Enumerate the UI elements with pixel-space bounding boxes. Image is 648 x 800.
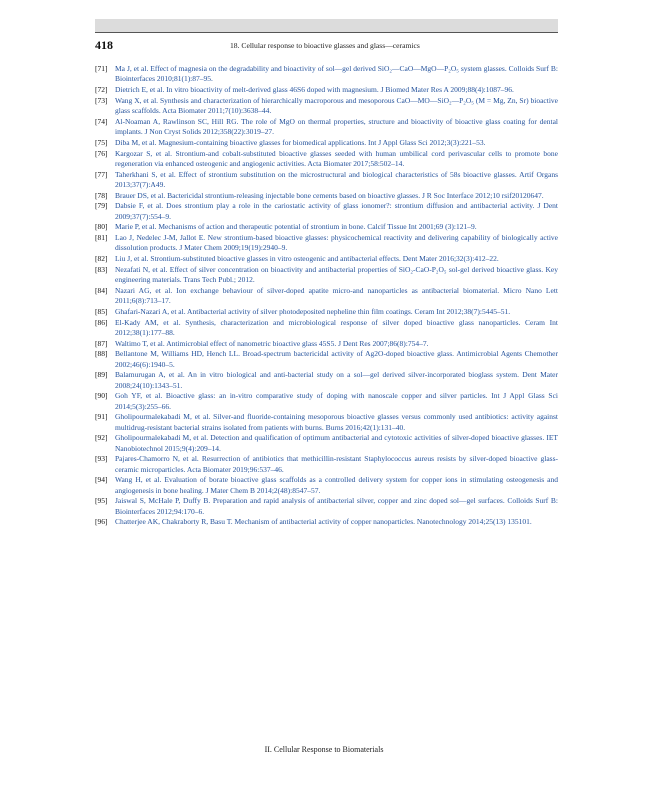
reference-number: [89] xyxy=(95,370,108,380)
reference-link-text[interactable]: Nazari AG, et al. Ion exchange behaviour of silver-doped apatite micro-and nanoparticles as antibacterial biomaterial. Micro Nano Lett 2011;6(8):713–17. xyxy=(115,285,558,305)
reference-item xyxy=(95,265,558,286)
reference-number: [87] xyxy=(95,338,108,348)
reference-number: [82] xyxy=(95,254,108,263)
reference-item xyxy=(95,475,558,496)
reference-link-text[interactable]: Marie P, et al. Mechanisms of action and therapeutic potential of strontium in bone. Calcif Tissue Int 2001;69 (3):121–9. xyxy=(115,222,477,232)
reference-number: [84] xyxy=(95,285,108,295)
reference-number: [92] xyxy=(95,433,108,443)
chapter-title: 18. Cellular response to bioactive glasses and glass—ceramics xyxy=(230,41,420,50)
reference-link-text[interactable]: Dabsie F, et al. Does strontium play a role in the cariostatic activity of glass ionomer?: strontium diffusion and antibacterial activity. J Dent 2009;37(7):554–9. xyxy=(115,201,558,221)
reference-link-text[interactable]: Ghafari-Nazari A, et al. Antibacterial activity of silver photodeposited nepheline thin film coatings. Ceram Int 2012;38(7):5445–51. xyxy=(115,306,511,316)
reference-item xyxy=(95,201,558,222)
footer-section-title: II. Cellular Response to Biomaterials xyxy=(264,745,384,754)
reference-item xyxy=(95,64,558,85)
reference-number: [74] xyxy=(95,116,108,126)
reference-item xyxy=(95,138,558,148)
reference-number: [72] xyxy=(95,85,108,94)
reference-item xyxy=(95,339,558,349)
reference-item xyxy=(95,318,558,339)
reference-item xyxy=(95,233,558,254)
reference-number: [71] xyxy=(95,64,108,73)
reference-link-text[interactable]: Balamurugan A, et al. An in vitro biological and anti-bacterial study on a sol—gel derived silver-incorporated bioglass system. Dent Mater 2008;24(10):1343–51. xyxy=(115,370,558,390)
reference-item xyxy=(95,222,558,232)
reference-link-text[interactable]: Jaiswal S, McHale P, Duffy B. Preparation and rapid analysis of antibacterial silver, copper and zinc doped sol—gel surfaces. Colloids Surf B: Biointerfaces 2012;94:170–6. xyxy=(115,496,558,516)
reference-link-text[interactable]: Brauer DS, et al. Bactericidal strontium-releasing injectable bone cements based on bioactive glasses. J R Soc Interface 2012;10 rsif20120647. xyxy=(115,190,544,200)
reference-item xyxy=(95,454,558,475)
reference-link-text[interactable]: Gholipourmalekabadi M, et al. Silver-and fluoride-containing mesoporous bioactive glasses versus commonly used antibiotics: activity against multidrug-resistant bacterial strains isolated from patients with burns. Burns 2016;42(1):131–40. xyxy=(115,412,558,432)
reference-item xyxy=(95,496,558,517)
reference-link-text[interactable]: Liu J, et al. Strontium-substituted bioactive glasses in vitro osteogenic and antibacterial effects. Dent Mater 2016;32(3):412–22. xyxy=(115,254,499,263)
reference-list xyxy=(95,64,558,528)
reference-item xyxy=(95,391,558,412)
reference-link-text[interactable]: Gholipourmalekabadi M, et al. Detection and qualification of optimum antibacterial and cytotoxic activities of silver-doped bioactive glasses. IET Nanobiotechnol 2015;9(4):209–14. xyxy=(115,433,558,453)
reference-item xyxy=(95,96,558,117)
reference-link-text[interactable]: Bellantone M, Williams HD, Hench LL. Broad-spectrum bactericidal activity of Ag2O-doped bioactive glass. Antimicrobial Agents Chemother 2002;46(6):1940–5. xyxy=(115,349,558,369)
reference-link-text[interactable]: Pajares-Chamorro N, et al. Resurrection of antibiotics that methicillin-resistant Staphylococcus aureus resists by silver-doped bioactive glass-ceramic microparticles. Acta Biomater 2019;96:537–46. xyxy=(115,454,558,474)
reference-link-text[interactable]: Goh YF, et al. Bioactive glass: an in-vitro comparative study of doping with nanoscale copper and silver particles. Int J Appl Glass Sci 2014;5(3):255–66. xyxy=(115,391,558,411)
reference-link-text[interactable]: Ma J, et al. Effect of magnesia on the degradability and bioactivity of sol—gel derived SiO₂—CaO—MgO—P₂O₅ system glasses. Colloids Surf B: Biointerfaces 2010;81(1):87–95. xyxy=(115,64,558,84)
reference-link-text[interactable]: Diba M, et al. Magnesium-containing bioactive glasses for biomedical applications. Int J Appl Glass Sci 2012;3(3):221–53. xyxy=(115,137,486,147)
reference-item xyxy=(95,117,558,138)
reference-number: [86] xyxy=(95,317,108,327)
reference-number: [85] xyxy=(95,306,108,316)
reference-number: [78] xyxy=(95,190,108,200)
reference-item xyxy=(95,254,558,264)
reference-number: [91] xyxy=(95,412,108,422)
reference-item xyxy=(95,149,558,170)
reference-item xyxy=(95,517,558,527)
reference-item xyxy=(95,170,558,191)
reference-number: [73] xyxy=(95,95,108,105)
reference-number: [75] xyxy=(95,137,108,147)
reference-number: [90] xyxy=(95,391,108,401)
header-bar xyxy=(95,19,558,32)
reference-link-text[interactable]: Lao J, Nedelec J-M, Jallot E. New strontium-based bioactive glasses: physicochemical reactivity and delivering capability of biologically active dissolution products. J Mater Chem 2009;19(19):2940–9. xyxy=(115,233,558,253)
reference-link-text[interactable]: Dietrich E, et al. In vitro bioactivity of melt-derived glass 46S6 doped with magnesium. J Biomed Mater Res A 2009;88(4):1087–96. xyxy=(115,85,514,94)
reference-link-text[interactable]: Taherkhani S, et al. Effect of strontium substitution on the microstructural and biological characteristics of 58s bioactive glasses. Artif Organs 2013;37(7):A49. xyxy=(115,169,558,189)
header-rule xyxy=(95,32,558,33)
reference-number: [95] xyxy=(95,496,108,506)
reference-link-text[interactable]: El-Kady AM, et al. Synthesis, characterization and microbiological response of silver doped bioactive glass nanoparticles. Ceram Int 2012;38(1):177–88. xyxy=(115,317,558,337)
reference-item xyxy=(95,412,558,433)
reference-item xyxy=(95,191,558,201)
reference-number: [96] xyxy=(95,517,108,527)
reference-link-text[interactable]: Kargozar S, et al. Strontium-and cobalt-substituted bioactive glasses seeded with human umbilical cord perivascular cells to promote bone regeneration via enhanced osteogenic and angiogenic activities. Acta Biomater 2017;58:502–14. xyxy=(115,148,558,168)
reference-item xyxy=(95,286,558,307)
reference-number: [79] xyxy=(95,201,108,211)
reference-item xyxy=(95,307,558,317)
reference-number: [83] xyxy=(95,264,108,274)
reference-link-text[interactable]: Wang H, et al. Evaluation of borate bioactive glass scaffolds as a controlled delivery system for copper ions in stimulating osteogenesis and angiogenesis in bone healing. J Mater Chem B 2014;2(48):8547–57. xyxy=(115,475,558,495)
reference-number: [76] xyxy=(95,148,108,158)
reference-item xyxy=(95,370,558,391)
reference-link-text[interactable]: Wang X, et al. Synthesis and characterization of hierarchically macroporous and mesoporous CaO—MO—SiO₂—P₂O₅ (M = Mg, Zn, Sr) bioactive glass scaffolds. Acta Biomater 2011;7(10):3638–44. xyxy=(115,95,558,115)
reference-link-text[interactable]: Nezafati N, et al. Effect of silver concentration on bioactivity and antibacterial properties of SiO₂-CaO-P₂O₅ sol-gel derived bioactive glass. Key engineering materials. Trans Tech Publ.; 2012. xyxy=(115,264,558,284)
reference-number: [77] xyxy=(95,169,108,179)
reference-number: [81] xyxy=(95,233,108,242)
reference-item xyxy=(95,85,558,95)
reference-number: [93] xyxy=(95,454,108,464)
reference-number: [88] xyxy=(95,349,108,359)
reference-link-text[interactable]: Al-Noaman A, Rawlinson SC, Hill RG. The role of MgO on thermal properties, structure and bioactivity of bioactive glass coating for dental implants. J Non Cryst Solids 2012;358(22):3019–27. xyxy=(115,116,558,136)
reference-number: [94] xyxy=(95,475,108,485)
reference-number: [80] xyxy=(95,222,108,232)
page-number: 418 xyxy=(95,38,113,52)
reference-link-text[interactable]: Waltimo T, et al. Antimicrobial effect of nanometric bioactive glass 45S5. J Dent Res 2007;86(8):754–7. xyxy=(115,338,429,348)
reference-item xyxy=(95,433,558,454)
reference-link-text[interactable]: Chatterjee AK, Chakraborty R, Basu T. Mechanism of antibacterial activity of copper nanoparticles. Nanotechnology 2014;25(13) 135101. xyxy=(115,517,532,527)
reference-item xyxy=(95,349,558,370)
